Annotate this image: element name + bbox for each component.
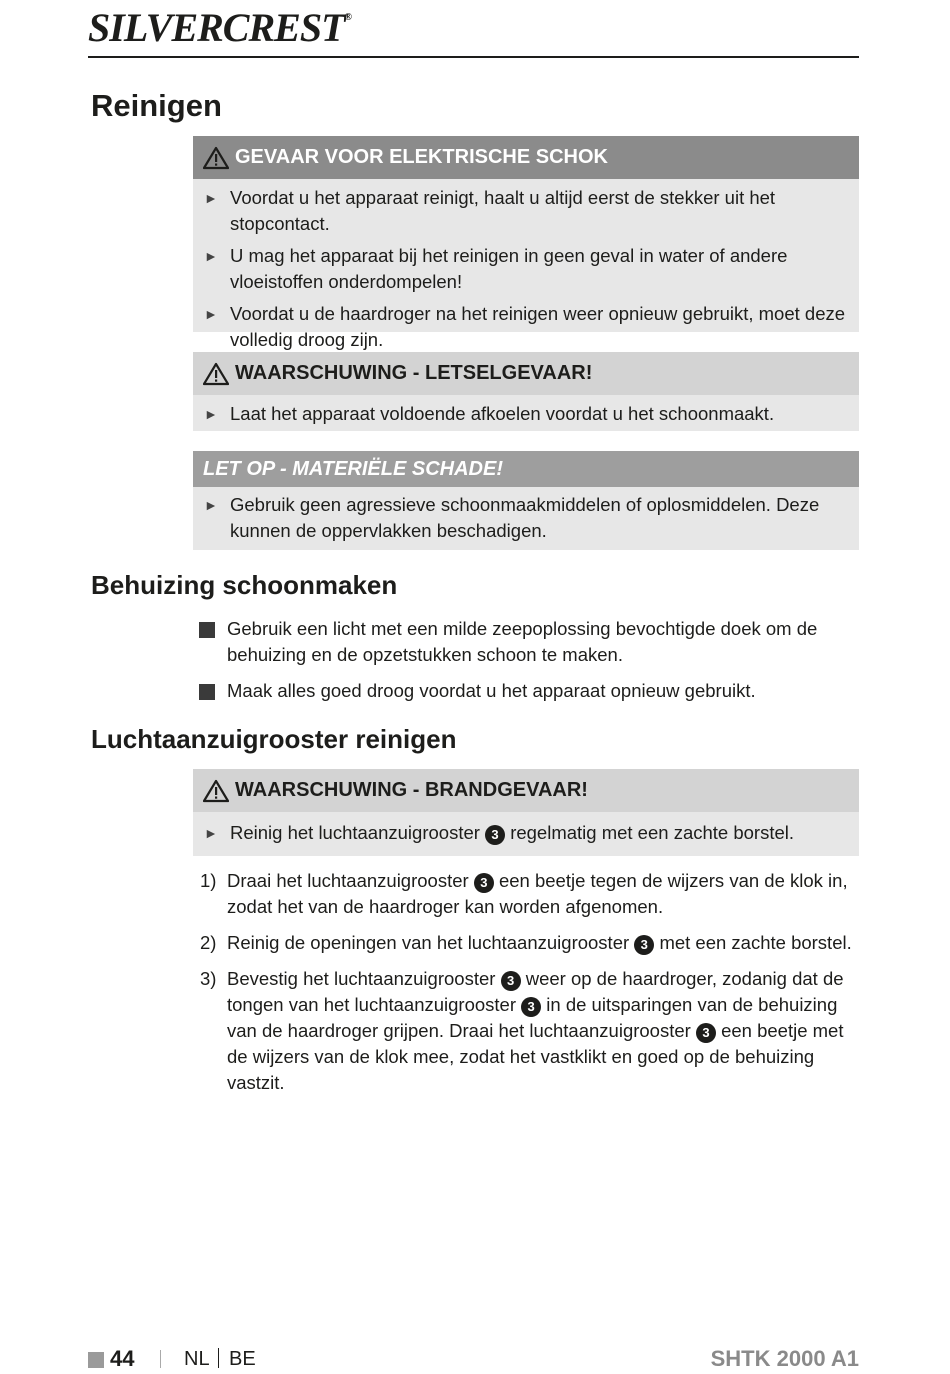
fire-warning-heading-text: WAARSCHUWING - BRANDGEVAAR!	[235, 779, 588, 801]
list-item	[193, 185, 859, 237]
step-number: 2)	[200, 932, 217, 953]
registered-mark: ®	[344, 12, 352, 23]
warning-triangle-icon	[203, 779, 229, 803]
list-item	[193, 243, 859, 295]
list-item	[193, 492, 859, 544]
list-item	[193, 401, 859, 427]
header-divider	[88, 56, 859, 58]
footer-divider	[218, 1348, 219, 1368]
arrow-bullet-icon: ►	[204, 190, 218, 206]
injury-warning-box	[193, 352, 859, 431]
language-code: BE	[229, 1348, 256, 1370]
list-item	[193, 820, 859, 846]
list-item-text: Gebruik een licht met een milde zeepoplossing bevochtigde doek om de behuizing en de opzetstukken schoon te maken.	[227, 618, 818, 665]
warning-triangle-icon	[203, 146, 229, 170]
list-item	[199, 678, 859, 704]
step-text: in de uitsparingen van de behuizing van de haardroger grijpen. Draai het luchtaanzuigrooster	[227, 994, 838, 1041]
page-footer	[88, 1346, 859, 1374]
list-item-text: Voordat u het apparaat reinigt, haalt u altijd eerst de stekker uit het stopcontact.	[230, 187, 776, 234]
part-number-badge: 3	[485, 825, 505, 845]
arrow-bullet-icon: ►	[204, 248, 218, 264]
step-item	[200, 868, 860, 920]
fire-warning-box	[193, 769, 859, 856]
step-number: 3)	[200, 968, 217, 989]
brand-logo	[88, 4, 351, 51]
list-item-text: Gebruik geen agressieve schoonmaakmiddelen of oplosmiddelen. Deze kunnen de oppervlakken beschadigen.	[230, 494, 820, 541]
square-bullet-icon	[199, 684, 215, 700]
footer-divider	[160, 1350, 161, 1368]
step-item	[200, 930, 860, 956]
step-text: Draai het luchtaanzuigrooster	[227, 870, 469, 891]
housing-cleaning-list	[199, 616, 859, 704]
cleaning-steps-list	[200, 868, 860, 1096]
step-text: Reinig de openingen van het luchtaanzuigrooster	[227, 932, 630, 953]
part-number-badge: 3	[696, 1023, 716, 1043]
step-text: Bevestig het luchtaanzuigrooster	[227, 968, 496, 989]
list-item-text: Voordat u de haardroger na het reinigen weer opnieuw gebruikt, moet deze volledig droog zijn.	[230, 303, 846, 350]
part-number-badge: 3	[474, 873, 494, 893]
step-text: met een zachte borstel.	[659, 932, 852, 953]
footer-square-icon	[88, 1352, 104, 1368]
injury-warning-heading-text: WAARSCHUWING - LETSELGEVAAR!	[235, 362, 593, 384]
list-item-text: Maak alles goed droog voordat u het apparaat opnieuw gebruikt.	[227, 680, 756, 701]
warning-triangle-icon	[203, 362, 229, 386]
section-title-housing: Behuizing schoonmaken	[91, 570, 398, 600]
arrow-bullet-icon: ►	[204, 306, 218, 322]
list-item-text: U mag het apparaat bij het reinigen in geen geval in water of andere vloeistoffen onderdompelen!	[230, 245, 788, 292]
arrow-bullet-icon: ►	[204, 497, 218, 513]
part-number-badge: 3	[521, 997, 541, 1017]
arrow-bullet-icon: ►	[204, 825, 218, 841]
language-code: NL	[184, 1348, 210, 1370]
list-item-text-b: regelmatig met een zachte borstel.	[510, 822, 795, 843]
step-text: een beetje tegen de wijzers van de klok in, zodat het van de haardroger kan worden afgenomen.	[227, 870, 848, 917]
electric-shock-warning-box	[193, 136, 859, 350]
fire-warning-heading	[193, 769, 859, 812]
model-number: SHTK 2000 A1	[710, 1346, 859, 1371]
list-item-text-a: Reinig het luchtaanzuigrooster	[230, 822, 480, 843]
page-title: Reinigen	[91, 88, 222, 123]
electric-shock-heading-text: GEVAAR VOOR ELEKTRISCHE SCHOK	[235, 146, 608, 168]
list-item	[193, 301, 859, 353]
section-title-air-intake: Luchtaanzuigrooster reinigen	[91, 724, 457, 754]
step-item	[200, 966, 860, 1096]
step-text: een beetje met de wijzers van de klok mee, zodat het vastklikt en goed op de behuizing vastzit.	[227, 1020, 844, 1093]
electric-shock-heading	[193, 136, 859, 179]
material-damage-heading: LET OP - MATERIËLE SCHADE!	[193, 451, 859, 487]
square-bullet-icon	[199, 622, 215, 638]
page-number: 44	[110, 1346, 135, 1371]
arrow-bullet-icon: ►	[204, 406, 218, 422]
injury-warning-heading	[193, 352, 859, 395]
step-number: 1)	[200, 870, 217, 891]
list-item	[199, 616, 859, 668]
material-damage-box	[193, 451, 859, 550]
step-text: weer op de haardroger, zodanig dat de tongen van het luchtaanzuigrooster	[227, 968, 844, 1015]
part-number-badge: 3	[634, 935, 654, 955]
brand-name: SILVERCREST	[88, 5, 345, 50]
list-item-text: Laat het apparaat voldoende afkoelen voordat u het schoonmaakt.	[230, 403, 775, 424]
part-number-badge: 3	[501, 971, 521, 991]
